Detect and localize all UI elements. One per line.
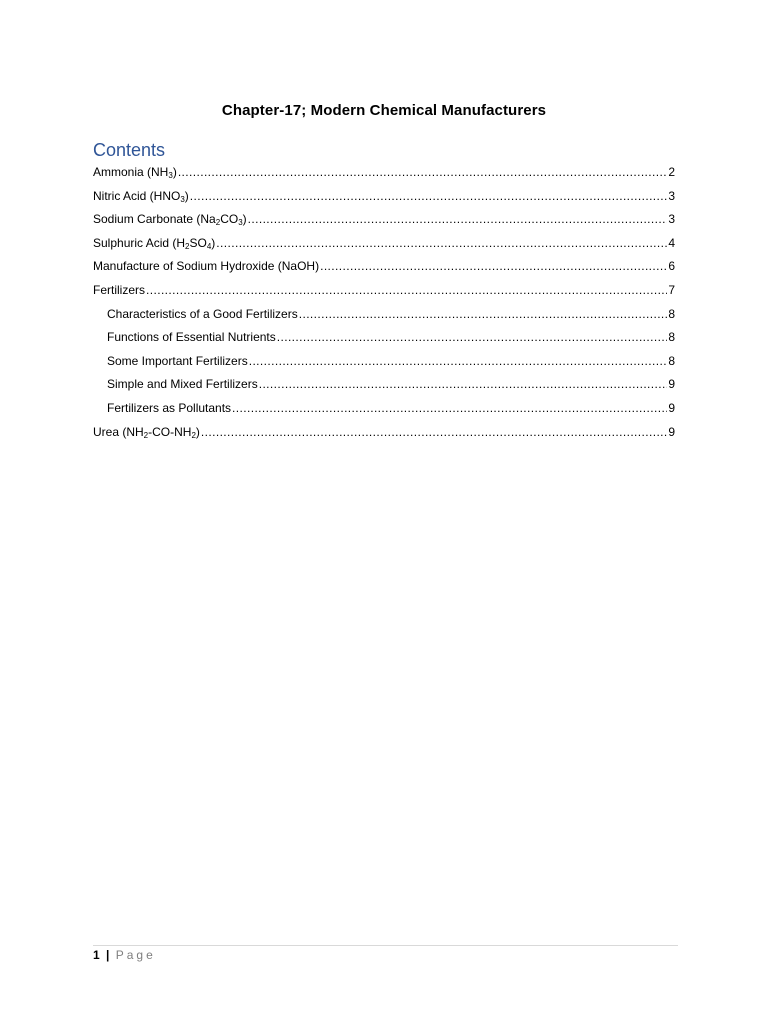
footer-divider	[93, 945, 678, 946]
toc-entry-subscript: 3	[180, 194, 185, 204]
toc-entry[interactable]	[93, 351, 675, 375]
toc-entry[interactable]	[93, 186, 675, 210]
toc-entry-label	[107, 327, 276, 347]
toc-entry-text: Urea (NH	[93, 424, 144, 439]
toc-entry[interactable]	[93, 162, 675, 186]
toc-entry-subscript: 3	[238, 218, 243, 228]
toc-entry-text: Nitric Acid (HNO	[93, 188, 181, 203]
toc-entry-page-number: 3	[668, 212, 675, 227]
toc-entry[interactable]	[93, 422, 675, 446]
toc-dot-leader	[277, 327, 668, 347]
toc-dot-leader	[299, 304, 668, 324]
document-title: Chapter-17; Modern Chemical Manufacturers	[221, 102, 547, 119]
contents-heading: Contents	[93, 140, 166, 160]
toc-entry-label	[107, 374, 258, 394]
table-of-contents	[93, 162, 675, 445]
toc-entry-text: Simple and Mixed Fertilizers	[107, 377, 258, 392]
toc-entry-text: Fertilizers as Pollutants	[107, 400, 232, 415]
toc-entry-text: Characteristics of a Good Fertilizers	[107, 306, 298, 321]
footer-separator: |	[106, 948, 110, 962]
toc-entry-text: Sodium Carbonate (Na	[93, 212, 216, 227]
toc-entry-page-number: 8	[668, 306, 675, 321]
toc-dot-leader	[216, 233, 667, 253]
toc-entry-text: )	[184, 188, 189, 203]
toc-entry-text: )	[211, 235, 216, 250]
toc-entry-text: CO	[220, 212, 239, 227]
toc-entry-text: )	[172, 165, 177, 179]
toc-entry-text: )	[195, 424, 200, 439]
toc-dot-leader	[190, 186, 668, 206]
toc-entry[interactable]	[93, 280, 675, 304]
toc-entry-label	[107, 304, 298, 324]
toc-dot-leader	[232, 398, 667, 418]
toc-entry-label	[107, 398, 231, 418]
toc-entry[interactable]	[93, 374, 675, 398]
toc-entry-text: Sulphuric Acid (H	[93, 235, 186, 250]
toc-entry-page-number: 2	[668, 165, 675, 179]
toc-entry-page-number: 9	[668, 424, 675, 439]
page-footer	[93, 947, 156, 963]
toc-entry[interactable]	[93, 304, 675, 328]
toc-dot-leader	[320, 256, 667, 276]
toc-entry-label	[93, 422, 200, 442]
toc-entry-label	[93, 186, 189, 206]
toc-entry-page-number: 4	[668, 235, 675, 250]
toc-entry-text: Fertilizers	[93, 282, 146, 297]
footer-page-number: 1	[93, 948, 100, 962]
toc-entry-text: Some Important Fertilizers	[107, 353, 248, 368]
toc-entry-label	[93, 162, 177, 182]
toc-entry[interactable]	[93, 398, 675, 422]
toc-entry[interactable]	[93, 233, 675, 257]
toc-entry-page-number: 9	[668, 400, 675, 415]
toc-entry-subscript: 2	[185, 241, 190, 251]
toc-entry[interactable]	[93, 327, 675, 351]
toc-entry-subscript: 2	[215, 218, 221, 228]
toc-entry-text: -CO-NH	[148, 424, 192, 439]
toc-entry-subscript: 4	[206, 241, 212, 251]
toc-dot-leader	[259, 374, 668, 394]
toc-dot-leader	[178, 162, 668, 182]
toc-dot-leader	[201, 422, 667, 442]
toc-entry-page-number: 9	[668, 377, 675, 392]
toc-entry-text: Functions of Essential Nutrients	[107, 330, 276, 345]
toc-entry-page-number: 6	[668, 259, 675, 274]
toc-dot-leader	[146, 280, 667, 300]
toc-entry-label	[93, 233, 215, 253]
toc-entry-text: Ammonia (NH	[93, 165, 169, 179]
toc-entry[interactable]	[93, 256, 675, 280]
toc-entry-subscript: 2	[143, 430, 149, 440]
toc-entry-label	[93, 256, 319, 276]
toc-entry-label	[107, 351, 248, 371]
toc-dot-leader	[248, 209, 668, 229]
toc-entry-page-number: 8	[668, 330, 675, 345]
toc-entry-text: SO	[189, 235, 207, 250]
toc-entry-page-number: 8	[668, 353, 675, 368]
toc-entry-page-number: 3	[668, 188, 675, 203]
toc-entry-page-number: 7	[668, 282, 675, 297]
toc-entry-text: Manufacture of Sodium Hydroxide (NaOH)	[93, 259, 320, 274]
toc-entry-subscript: 2	[191, 430, 196, 440]
toc-entry-subscript: 3	[168, 171, 173, 180]
toc-dot-leader	[249, 351, 668, 371]
toc-entry-text: )	[242, 212, 247, 227]
toc-entry-label	[93, 209, 247, 229]
toc-entry[interactable]	[93, 209, 675, 233]
toc-entry-label	[93, 280, 145, 300]
footer-page-word: Page	[115, 948, 156, 962]
